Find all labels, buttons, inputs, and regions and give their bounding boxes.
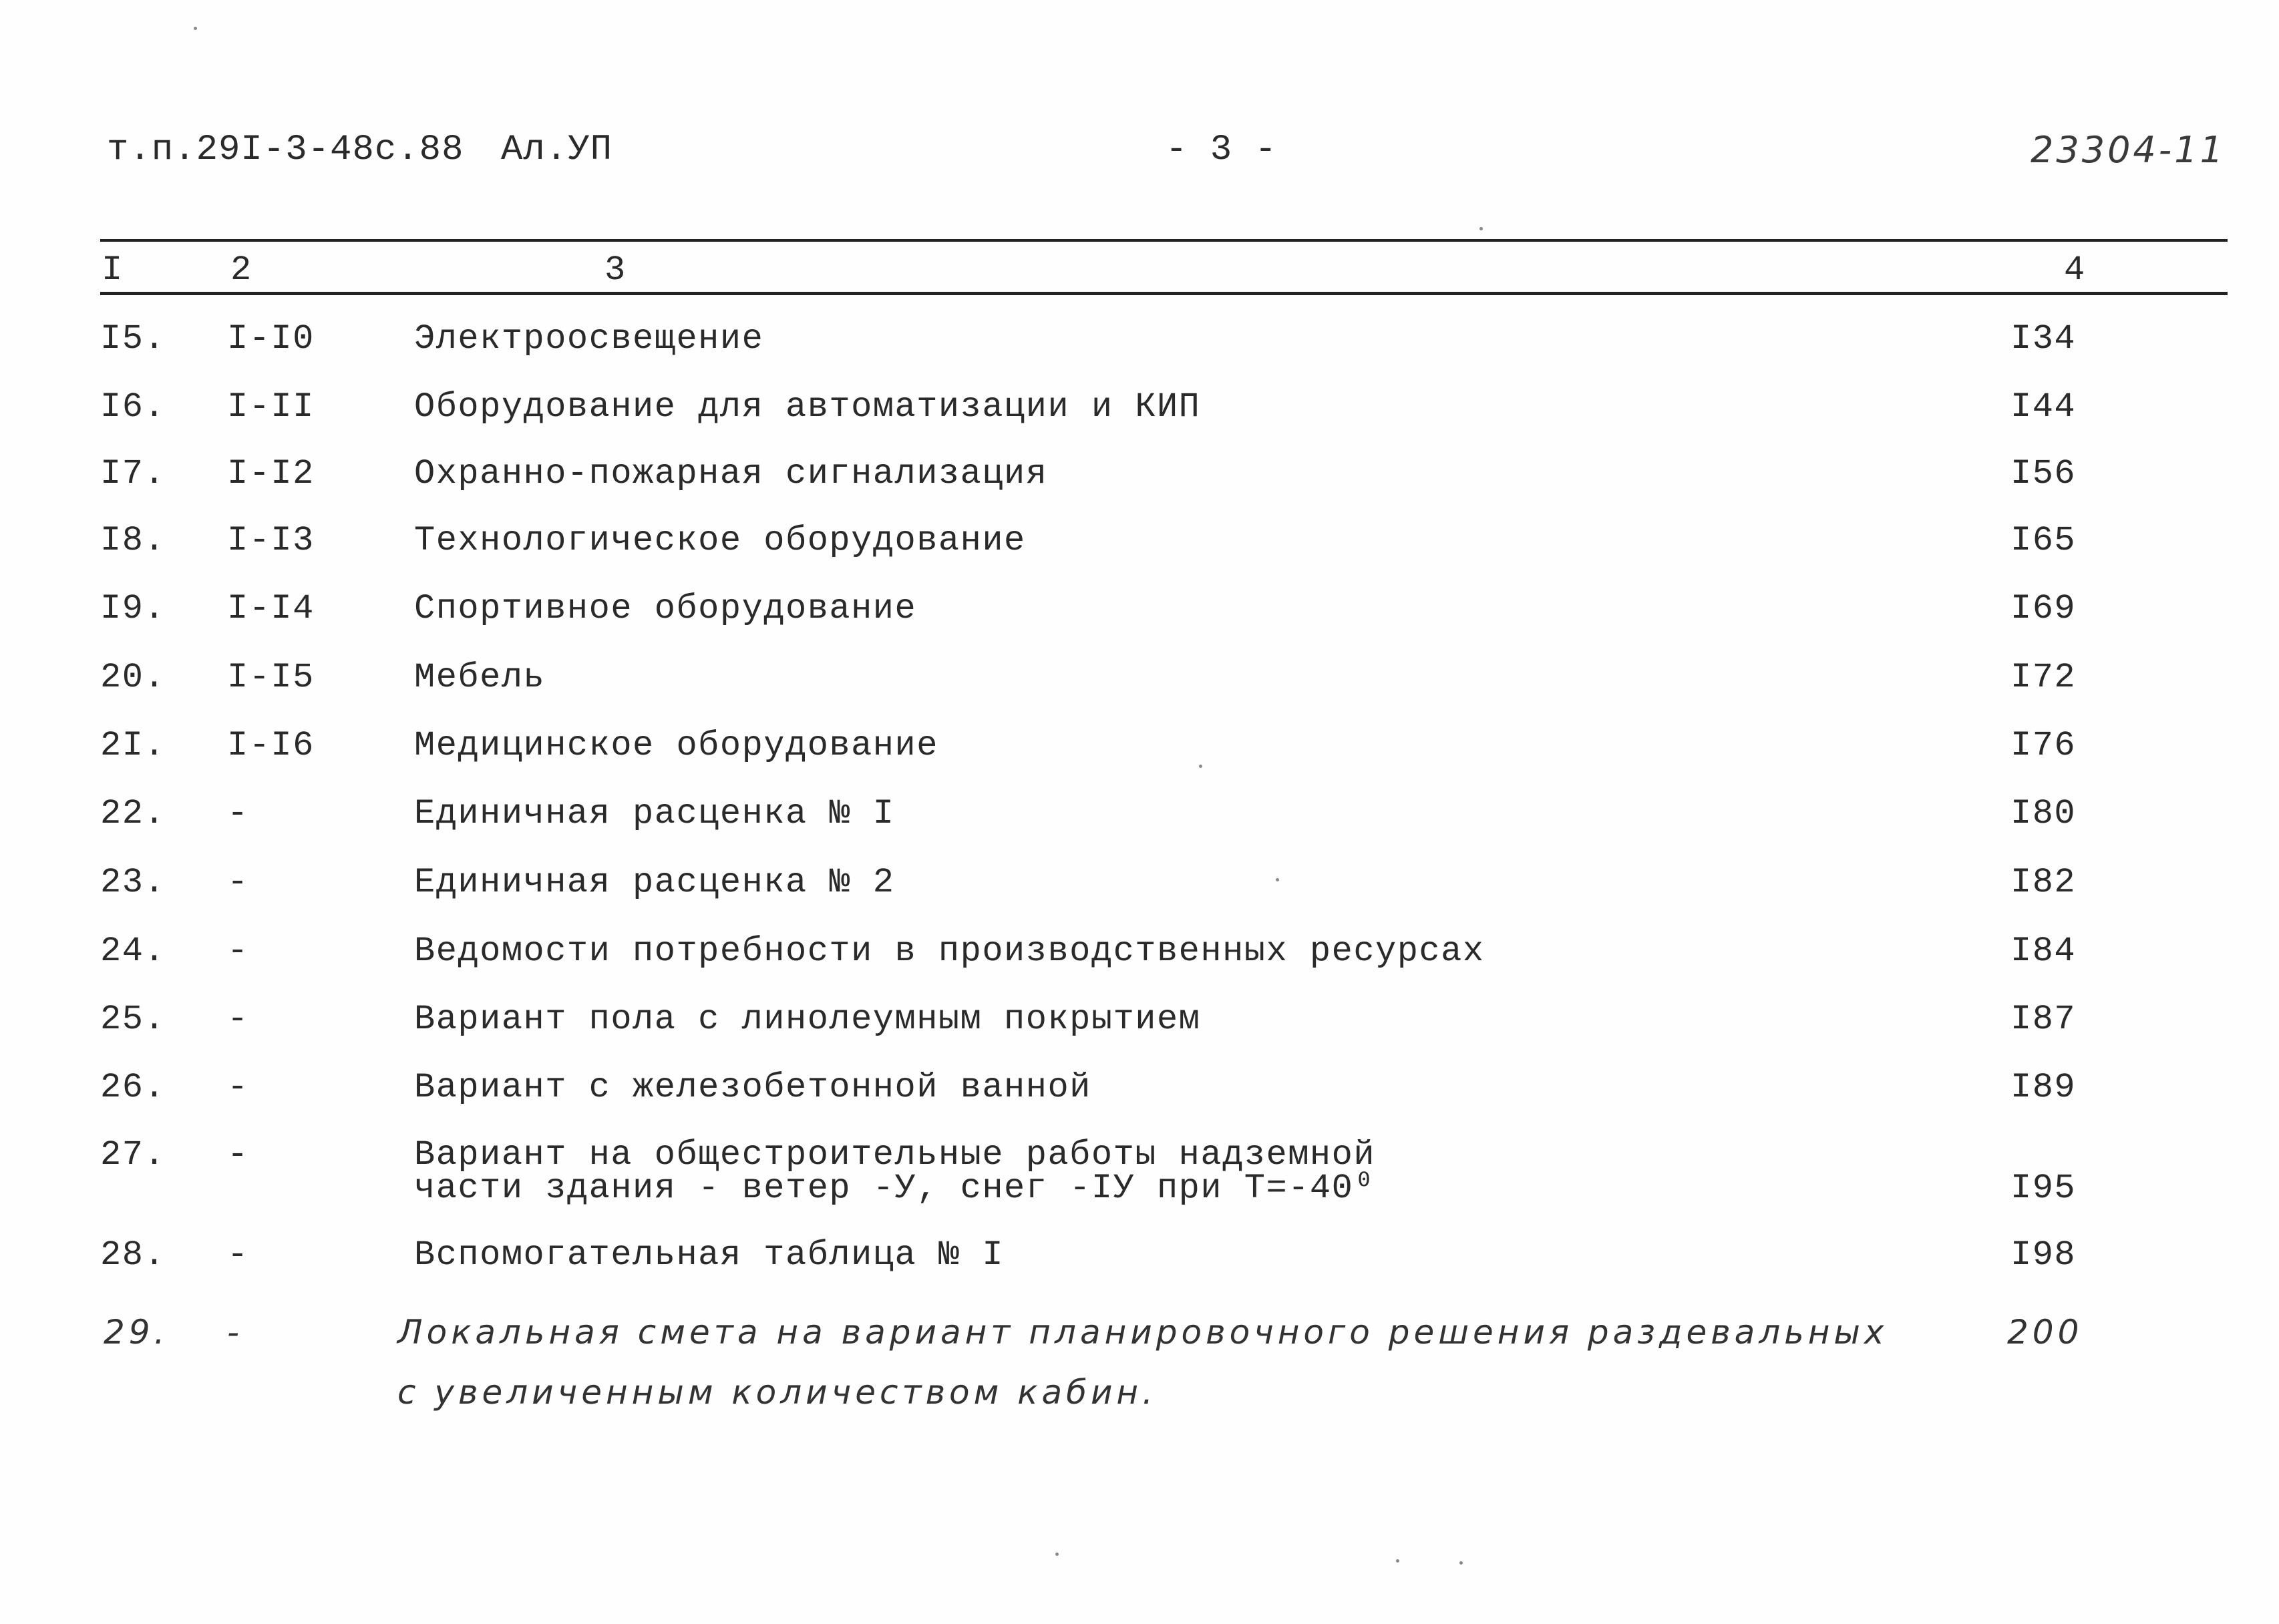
- row-page: I56: [2010, 454, 2077, 493]
- scan-speck: [1199, 765, 1202, 768]
- scan-speck: [1276, 878, 1279, 881]
- row-title: Вариант с железобетонной ванной: [414, 1068, 1091, 1107]
- table-row: [0, 932, 2279, 988]
- row-page: I72: [2010, 658, 2077, 697]
- row-page: I65: [2010, 521, 2077, 560]
- table-header-rule: [100, 292, 2228, 295]
- row-title: Оборудование для автоматизации и КИП: [414, 387, 1201, 427]
- table-row: [0, 1135, 2279, 1225]
- table-row: [0, 726, 2279, 783]
- row-page: I98: [2010, 1235, 2077, 1275]
- row-title: Вспомогательная таблица № I: [414, 1235, 1005, 1275]
- row-number: 29.: [104, 1313, 169, 1352]
- table-row: [0, 454, 2279, 511]
- row-page: 200: [2007, 1313, 2083, 1352]
- row-code: I-II: [227, 387, 315, 427]
- row-number: 28.: [100, 1235, 166, 1275]
- row-code: I-I6: [227, 726, 315, 765]
- row-page: I84: [2010, 932, 2077, 971]
- row-page: I87: [2010, 1000, 2077, 1039]
- column-header-2: 2: [230, 250, 252, 290]
- row-code: -: [227, 794, 249, 833]
- row-number: I9.: [100, 589, 166, 628]
- row-number: 2I.: [100, 726, 166, 765]
- row-page: I44: [2010, 387, 2077, 427]
- row-number: I5.: [100, 319, 166, 359]
- row-title: Вариант на общестроительные работы надземной части здания - ветер -У, снег -IУ при Т=-40⁰: [414, 1135, 1376, 1208]
- scan-speck: [1055, 1553, 1059, 1556]
- row-title: Единичная расценка № 2: [414, 863, 895, 902]
- scan-speck: [1479, 227, 1483, 230]
- page-number: - 3 -: [1166, 130, 1278, 170]
- table-row-handwritten: [0, 1302, 2279, 1436]
- table-row: [0, 319, 2279, 376]
- row-code: -: [227, 863, 249, 902]
- row-title: Единичная расценка № I: [414, 794, 895, 833]
- column-header-4: 4: [2064, 250, 2085, 290]
- row-number: I8.: [100, 521, 166, 560]
- row-page: I89: [2010, 1068, 2077, 1107]
- table-top-rule: [100, 239, 2228, 242]
- row-number: 27.: [100, 1135, 166, 1175]
- row-title: Электроосвещение: [414, 319, 764, 359]
- row-title: Мебель: [414, 658, 546, 697]
- row-page: I82: [2010, 863, 2077, 902]
- document-code: т.п.29I-3-48с.88: [107, 130, 464, 170]
- table-row: [0, 794, 2279, 851]
- row-title: Вариант пола с линолеумным покрытием: [414, 1000, 1201, 1039]
- column-header-3: 3: [604, 250, 626, 290]
- album-label: Ал.УП: [501, 130, 613, 170]
- column-header-1: I: [102, 250, 123, 290]
- row-page: I95: [2010, 1169, 2077, 1208]
- row-number: I6.: [100, 387, 166, 427]
- row-code: -: [227, 1135, 249, 1175]
- table-row: [0, 1068, 2279, 1125]
- row-title: Локальная смета на вариант планировочного решения раздевальных с увеличенным количеством кабин.: [397, 1313, 1888, 1412]
- row-code: I-I4: [227, 589, 315, 628]
- row-title: Охранно-пожарная сигнализация: [414, 454, 1048, 493]
- row-number: 26.: [100, 1068, 166, 1107]
- row-title: Медицинское оборудование: [414, 726, 938, 765]
- row-code: -: [227, 1235, 249, 1275]
- archive-number: 23304-11: [2031, 129, 2226, 171]
- row-number: 20.: [100, 658, 166, 697]
- table-row: [0, 863, 2279, 920]
- row-code: I-I5: [227, 658, 315, 697]
- table-row: [0, 387, 2279, 444]
- row-title: Ведомости потребности в производственных ресурсах: [414, 932, 1485, 971]
- row-code: I-I3: [227, 521, 315, 560]
- row-code: -: [227, 1068, 249, 1107]
- table-row: [0, 1235, 2279, 1292]
- table-row: [0, 589, 2279, 646]
- table-row: [0, 658, 2279, 715]
- row-code: -: [227, 1000, 249, 1039]
- row-page: I76: [2010, 726, 2077, 765]
- row-title: Технологическое оборудование: [414, 521, 1026, 560]
- row-title: Спортивное оборудование: [414, 589, 917, 628]
- scan-speck: [194, 27, 197, 30]
- scan-speck: [1396, 1559, 1399, 1563]
- row-number: 22.: [100, 794, 166, 833]
- row-number: 24.: [100, 932, 166, 971]
- row-number: 25.: [100, 1000, 166, 1039]
- row-code: -: [227, 932, 249, 971]
- scan-speck: [1459, 1561, 1463, 1565]
- row-number: 23.: [100, 863, 166, 902]
- row-code: I-I0: [227, 319, 315, 359]
- row-page: I80: [2010, 794, 2077, 833]
- row-number: I7.: [100, 454, 166, 493]
- row-page: I34: [2010, 319, 2077, 359]
- table-row: [0, 521, 2279, 578]
- table-row: [0, 1000, 2279, 1056]
- row-page: I69: [2010, 589, 2077, 628]
- row-code: I-I2: [227, 454, 315, 493]
- row-code: -: [227, 1313, 244, 1352]
